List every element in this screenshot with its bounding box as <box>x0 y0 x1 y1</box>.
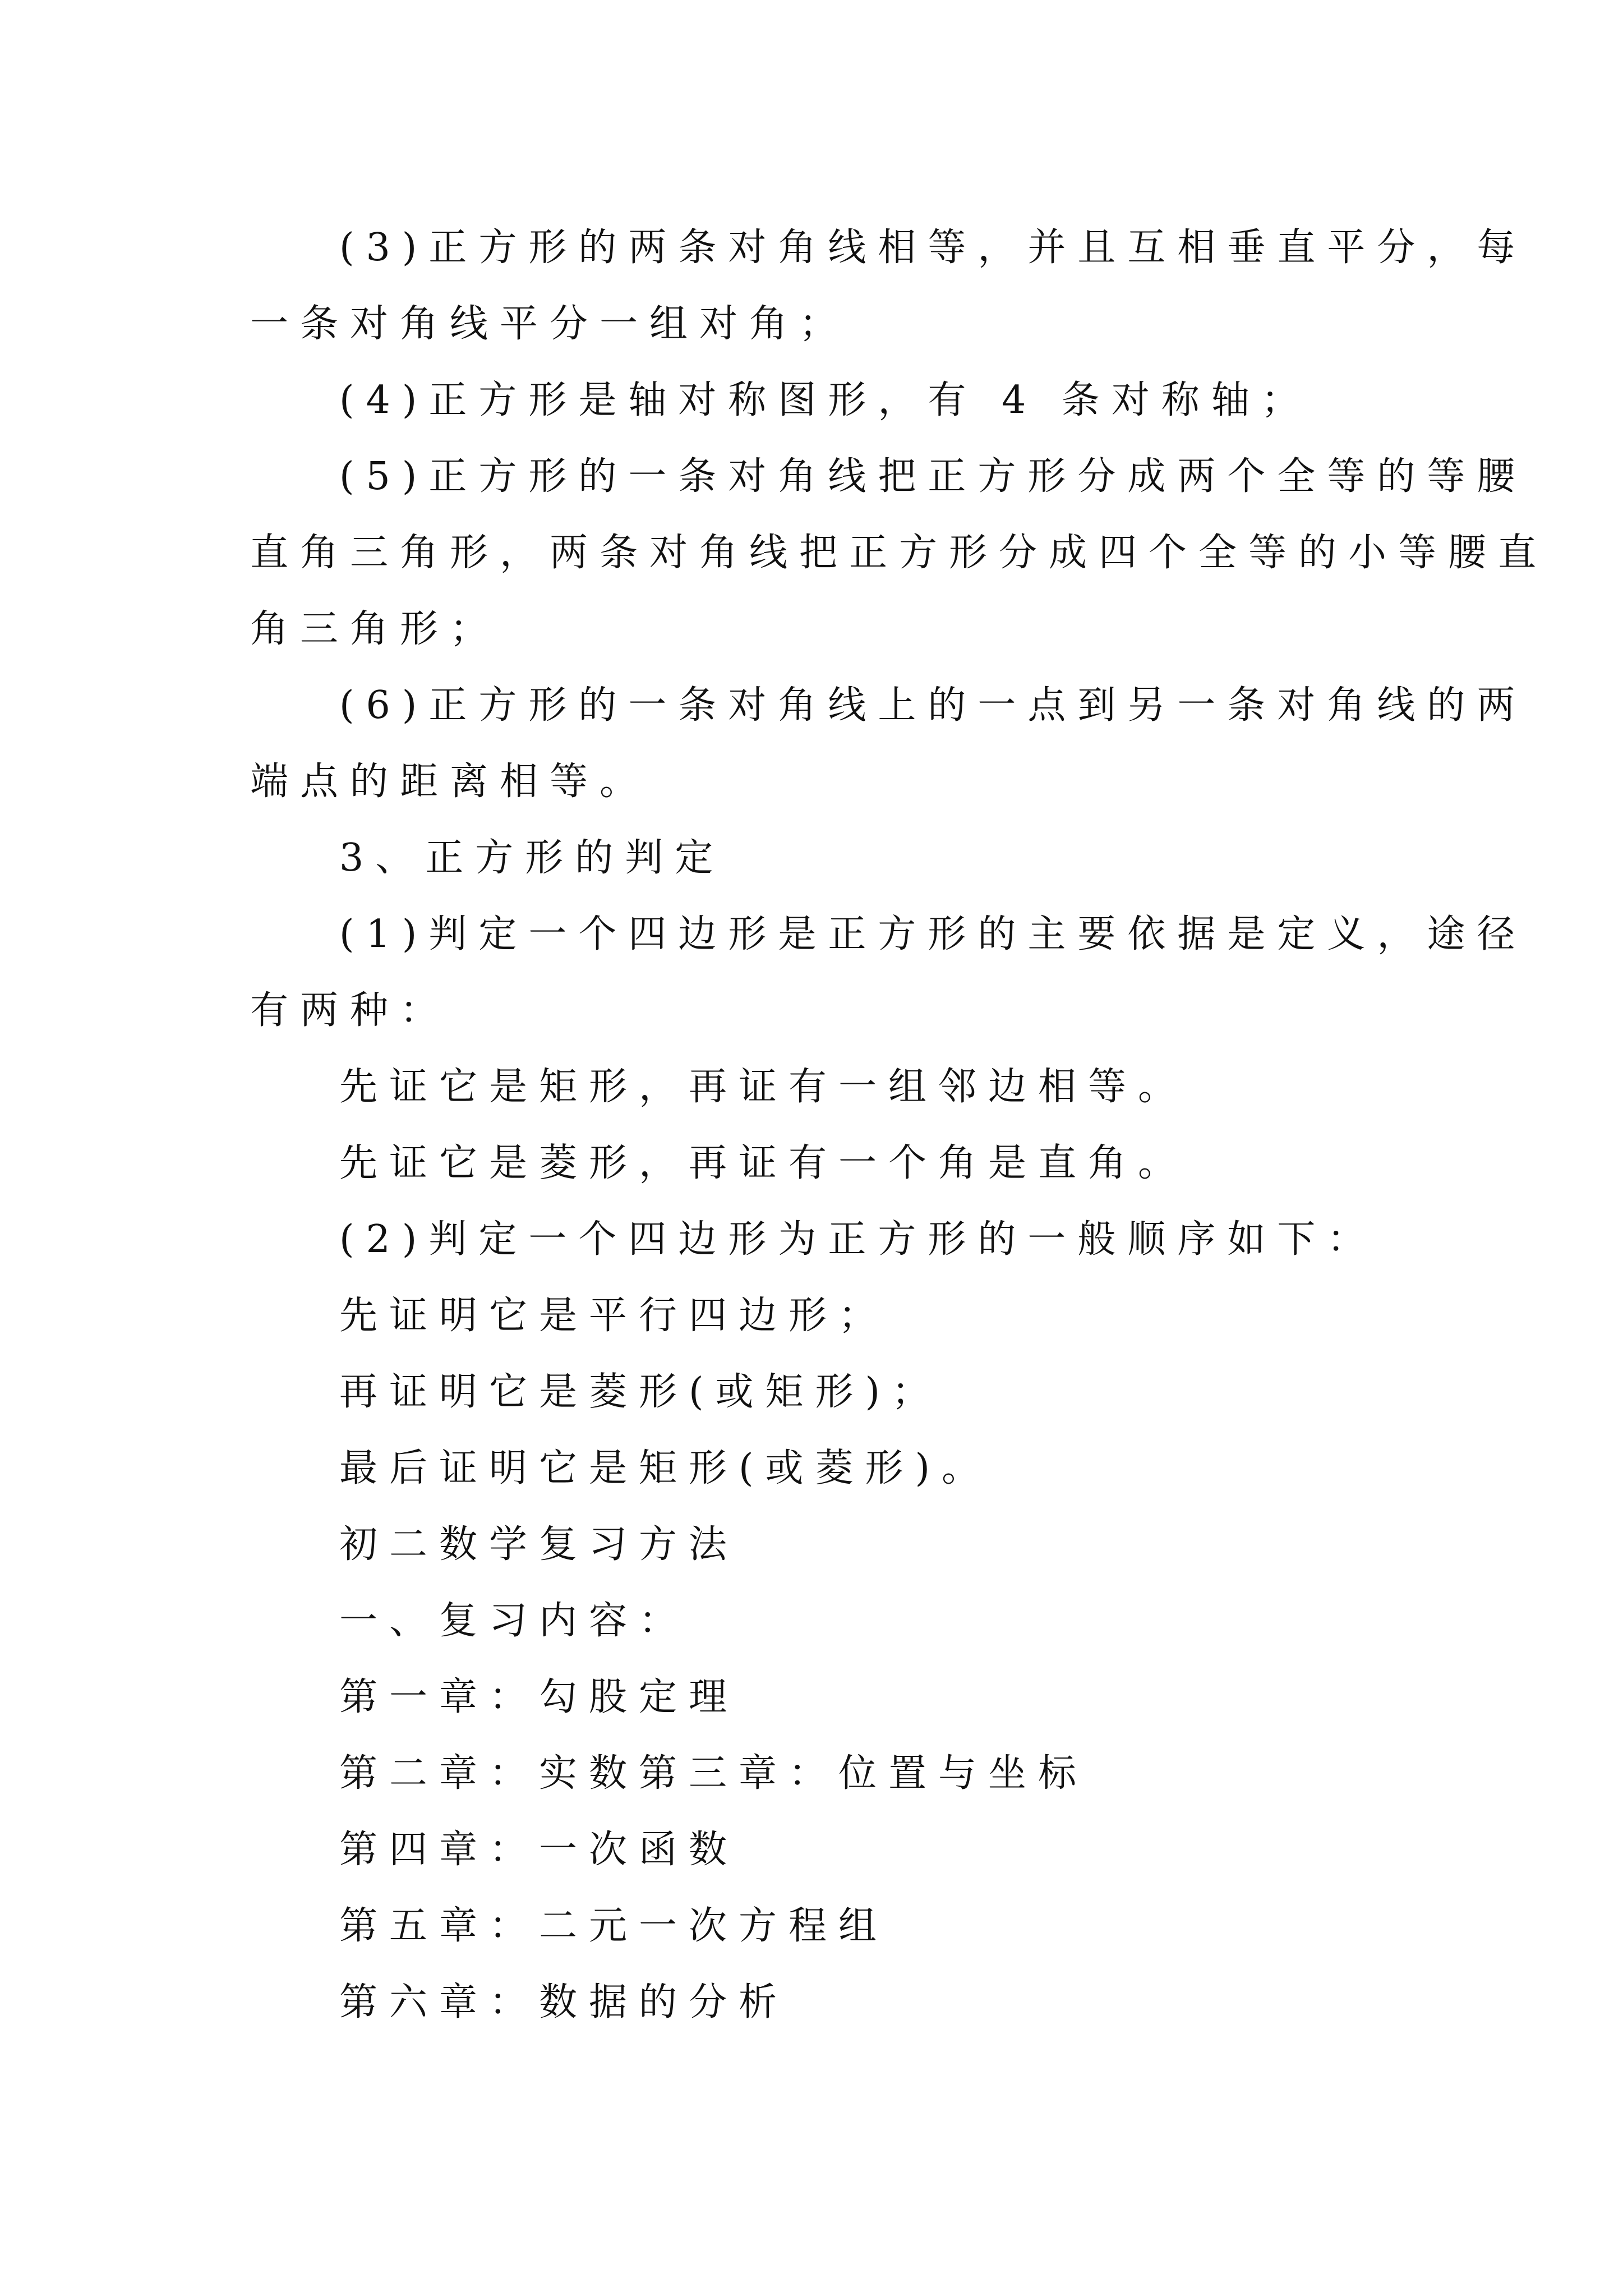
text-line: (1)判定一个四边形是正方形的主要依据是定义，途径 <box>339 912 1527 956</box>
chapter-line: 第一章：勾股定理 <box>339 1675 739 1719</box>
text-line: 有两种： <box>250 988 450 1033</box>
section-heading: 初二数学复习方法 <box>339 1522 739 1567</box>
text-line: 直角三角形，两条对角线把正方形分成四个全等的小等腰直 <box>250 531 1548 575</box>
text-line: 先证它是菱形，再证有一个角是直角。 <box>339 1141 1188 1185</box>
chapter-line: 第四章：一次函数 <box>339 1828 739 1872</box>
text-line: (2)判定一个四边形为正方形的一般顺序如下： <box>339 1217 1377 1262</box>
text-line: 端点的距离相等。 <box>250 760 650 804</box>
text-line: 一、复习内容： <box>339 1599 689 1643</box>
text-line: 角三角形； <box>250 607 500 651</box>
text-line: (3)正方形的两条对角线相等，并且互相垂直平分，每 <box>339 226 1527 270</box>
chapter-line: 第二章：实数第三章：位置与坐标 <box>339 1751 1089 1796</box>
text-line: (6)正方形的一条对角线上的一点到另一条对角线的两 <box>339 683 1527 728</box>
text-line: 最后证明它是矩形(或菱形)。 <box>339 1446 992 1490</box>
text-line: 一条对角线平分一组对角； <box>250 302 850 346</box>
text-line: 先证它是矩形，再证有一组邻边相等。 <box>339 1065 1188 1109</box>
text-line: (5)正方形的一条对角线把正方形分成两个全等的等腰 <box>339 454 1527 499</box>
section-heading: 3、正方形的判定 <box>339 836 725 880</box>
text-line: 先证明它是平行四边形； <box>339 1294 889 1338</box>
text-line: (4)正方形是轴对称图形，有 4 条对称轴； <box>339 378 1311 422</box>
chapter-line: 第五章：二元一次方程组 <box>339 1904 889 1948</box>
chapter-line: 第六章：数据的分析 <box>339 1980 789 2024</box>
text-line: 再证明它是菱形(或矩形)； <box>339 1370 942 1414</box>
